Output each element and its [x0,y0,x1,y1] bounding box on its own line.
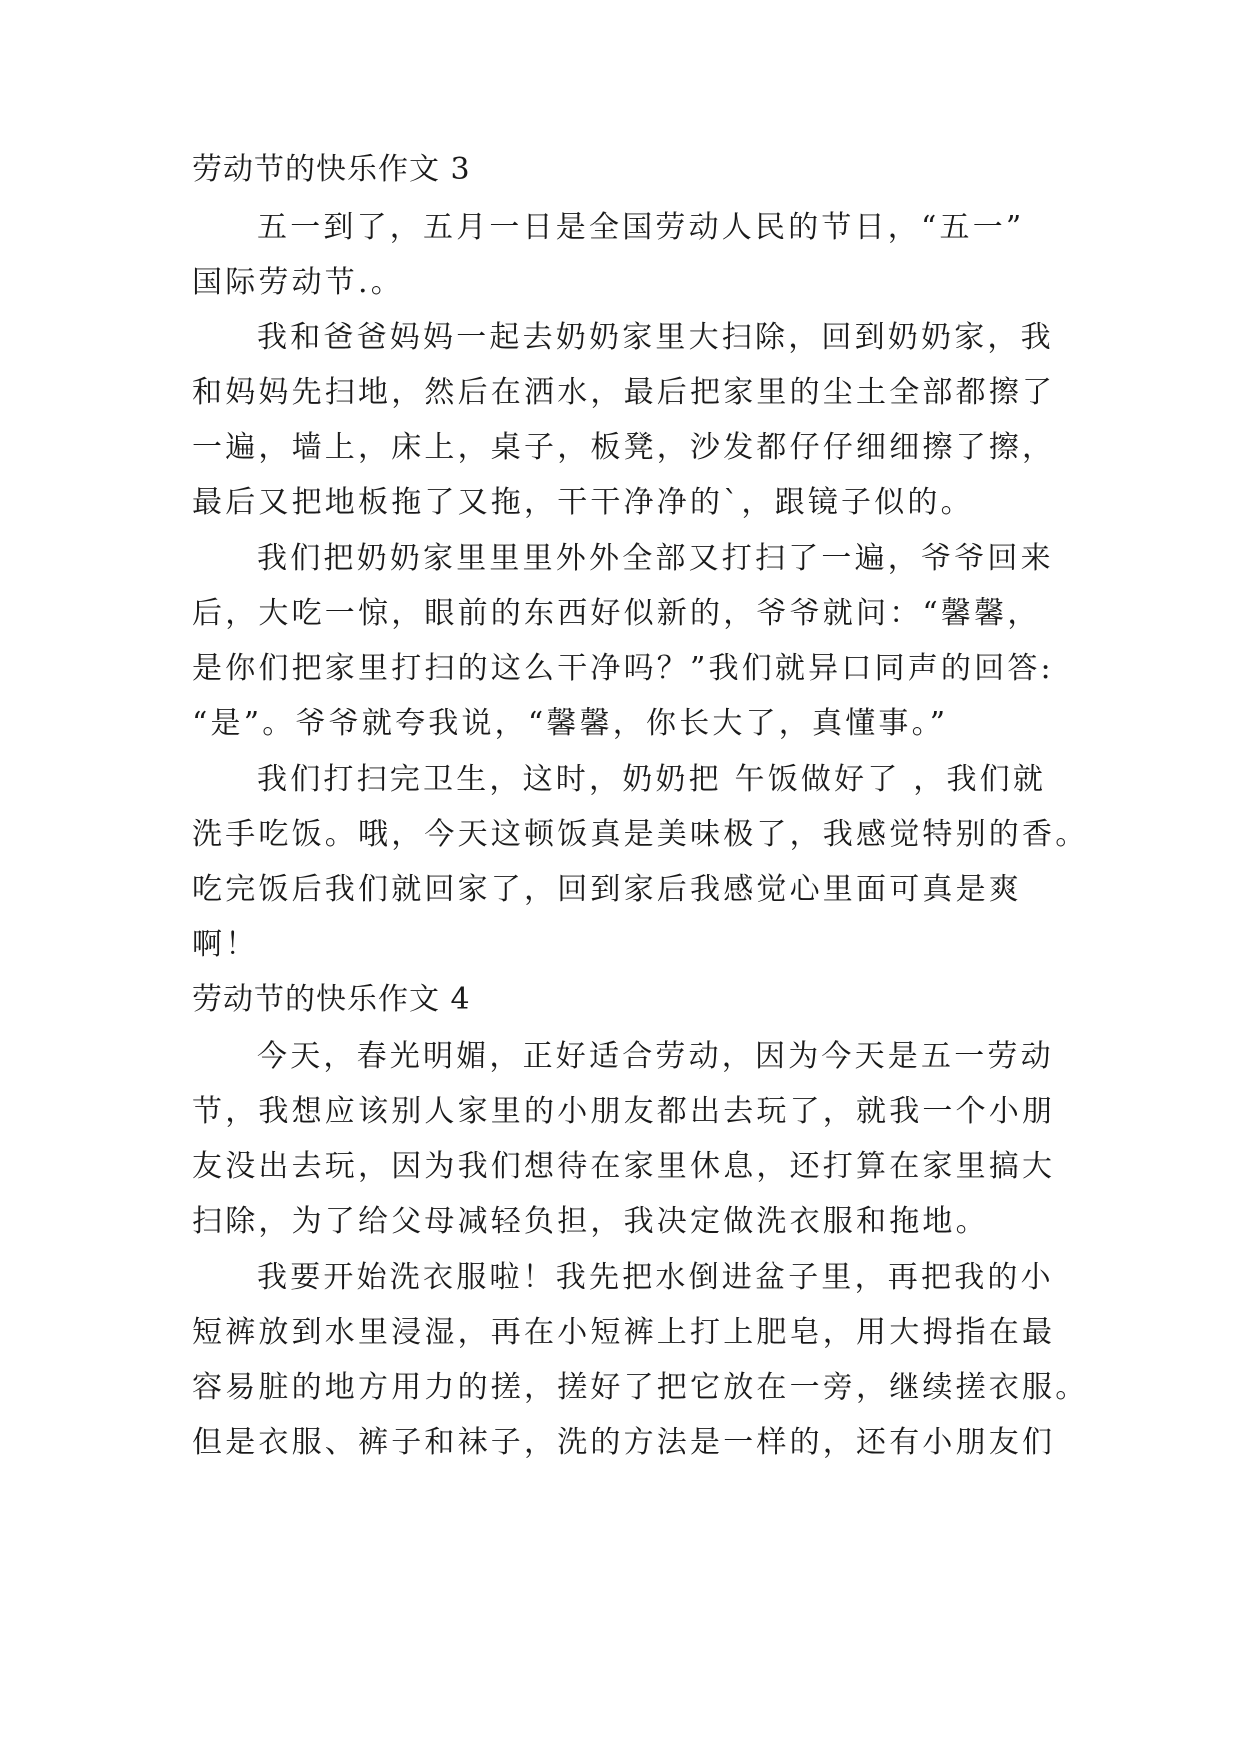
section-heading: 劳动节的快乐作文 3 [192,152,471,187]
paragraph-line: 是你们把家里打扫的这么干净吗？”我们就异口同声的回答: [192,651,1054,686]
paragraph-line: 我们打扫完卫生，这时，奶奶把 午饭做好了 ，我们就 [257,762,1047,797]
paragraph-line: 啊！ [192,927,259,962]
paragraph-line: 扫除，为了给父母减轻负担，我决定做洗衣服和拖地。 [192,1204,989,1239]
paragraph-line: 容易脏的地方用力的搓，搓好了把它放在一旁，继续搓衣服。 [192,1370,1089,1405]
paragraph-line: 友没出去玩，因为我们想待在家里休息，还打算在家里搞大 [192,1149,1056,1184]
paragraph-line: 五一到了，五月一日是全国劳动人民的节日，“五一” [257,210,1025,245]
paragraph-line: 我要开始洗衣服啦！我先把水倒进盆子里，再把我的小 [257,1260,1054,1295]
paragraph-line: 我和爸爸妈妈一起去奶奶家里大扫除，回到奶奶家，我 [257,320,1054,355]
paragraph-line: 一遍，墙上，床上，桌子，板凳，沙发都仔仔细细擦了擦， [192,430,1056,465]
paragraph-line: 和妈妈先扫地，然后在洒水，最后把家里的尘土全部都擦了 [192,375,1056,410]
paragraph-line: 吃完饭后我们就回家了，回到家后我感觉心里面可真是爽 [192,872,1022,907]
paragraph-line: 洗手吃饭。哦，今天这顿饭真是美味极了，我感觉特别的香。 [192,817,1089,852]
section-heading: 劳动节的快乐作文 4 [192,982,471,1017]
paragraph-line: 后，大吃一惊，眼前的东西好似新的，爷爷就问：“馨馨， [192,596,1041,631]
paragraph-line: 今天，春光明媚，正好适合劳动，因为今天是五一劳动 [257,1039,1054,1074]
paragraph-line: 节，我想应该别人家里的小朋友都出去玩了，就我一个小朋 [192,1094,1056,1129]
paragraph-line: 但是衣服、裤子和袜子，洗的方法是一样的，还有小朋友们 [192,1425,1056,1460]
paragraph-line: “是”。爷爷就夸我说，“馨馨，你长大了，真懂事。” [192,706,949,741]
paragraph-line: 国际劳动节.。 [192,265,404,300]
paragraph-line: 短裤放到水里浸湿，再在小短裤上打上肥皂，用大拇指在最 [192,1315,1056,1350]
paragraph-line: 我们把奶奶家里里里外外全部又打扫了一遍，爷爷回来 [257,541,1054,576]
paragraph-line: 最后又把地板拖了又拖，干干净净的`，跟镜子似的。 [192,485,974,520]
